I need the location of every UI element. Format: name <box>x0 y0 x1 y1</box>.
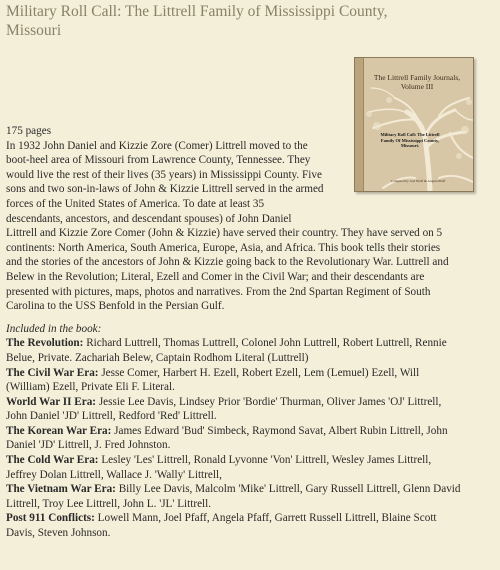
era-label: World War II Era: <box>6 395 97 408</box>
era-label: The Civil War Era: <box>6 366 99 379</box>
cover-compiled-by: Compiled by Joel Pfaff & Angela Pfaff <box>390 179 446 183</box>
page-count: 175 pages <box>6 125 52 137</box>
era-label: The Korean War Era: <box>6 424 112 437</box>
description-line: and the stories of the ancestors of John & Kizzie going back to the Revolutionary War. Luttrell and <box>6 256 449 269</box>
era-names: Littrell, Troy Lee Littrell, John L. 'JL' Littrell. <box>6 497 212 510</box>
era-label: The Vietnam War Era: <box>6 483 116 496</box>
description-line: Littrell and Kizzie Zore Comer (John & Kizzie) have served their country. They have served on 5 <box>6 227 443 240</box>
era-names: Billy Lee Davis, Malcolm 'Mike' Littrell, Gary Russell Littrell, Glenn David <box>115 483 461 496</box>
era-names: Jeffrey Dolan Littrell, Wallace J. 'Wally' Littrell, <box>6 468 222 481</box>
era-names: Jesse Comer, Harbert H. Ezell, Robert Ezell, Lem (Lemuel) Ezell, Will <box>98 366 420 379</box>
era-label: The Revolution: <box>6 337 84 350</box>
era-names: James Edward 'Bud' Simbeck, Raymond Savat, Albert Rubin Littrell, John <box>111 424 448 437</box>
era-cold-war <box>6 453 496 482</box>
era-post-911 <box>6 511 496 540</box>
era-names: Belue, Private. Zachariah Belew, Captain Rodhom Literal (Luttrell) <box>6 351 309 364</box>
included-heading: Included in the book: <box>6 322 102 335</box>
era-names: Lesley 'Les' Littrell, Ronald Lyvonne 'Von' Littrell, Wesley James Littrell, <box>98 454 432 467</box>
era-korean-war <box>6 424 496 453</box>
description-line: Belew in the Revolution; Literal, Ezell and Comer in the Civil War; and their descendants are <box>6 270 425 283</box>
description-line: forces of the United States of America. To date at least 35 <box>6 197 265 210</box>
description-line: would live the rest of their lives (35 years) in Mississippi County. Five <box>6 168 322 181</box>
cover-inner-title: Military Roll Call: The Littrell Family Of Mississippi County, Missouri. <box>380 132 440 148</box>
era-vietnam-war <box>6 482 496 511</box>
description-line: Carolina to the USS Benfold in the Persian Gulf. <box>6 300 225 313</box>
cover-journal-title: The Littrell Family Journals, Volume III <box>373 73 461 91</box>
era-names: Daniel 'JD' Littrell, J. Fred Johnston. <box>6 439 171 452</box>
era-names: John Daniel 'JD' Littrell, Redford 'Red' Littrell. <box>6 410 217 423</box>
era-names: (William) Ezell, Private Eli F. Literal. <box>6 381 175 394</box>
era-names: Lowell Mann, Joel Pfaff, Angela Pfaff, Garrett Russell Littrell, Blaine Scott <box>94 512 437 525</box>
description-line: continents: North America, South America, Europe, Asia, and Africa. This book tells their stories <box>6 241 441 254</box>
era-world-war-ii <box>6 395 496 424</box>
page-title: Military Roll Call: The Littrell Family of Mississippi County, Missouri <box>6 3 388 39</box>
description-line: In 1932 John Daniel and Kizzie Zore (Comer) Littrell moved to the <box>6 139 308 152</box>
era-names: Davis, Steven Johnson. <box>6 527 111 540</box>
description-paragraph <box>6 139 496 314</box>
era-names: Jessie Lee Davis, Lindsey Prior 'Bordie' Thurman, Oliver James 'OJ' Littrell, <box>96 395 442 408</box>
description-line: descendants, ancestors, and descendant spouses) of John Daniel <box>6 212 292 225</box>
book-description <box>6 124 496 541</box>
era-civil-war <box>6 366 496 395</box>
era-label: Post 911 Conflicts: <box>6 512 95 525</box>
description-line: boot-heel area of Missouri from Lawrence County, Tennessee. They <box>6 154 311 167</box>
era-revolution <box>6 336 496 365</box>
description-line: sons and two son-in-laws of John & Kizzie Littrell served in the armed <box>6 183 324 196</box>
era-label: The Cold War Era: <box>6 454 99 467</box>
description-line: presented with pictures, maps, photos and narratives. From the 2nd Spartan Regiment of South <box>6 285 431 298</box>
era-names: Richard Luttrell, Thomas Luttrell, Colonel John Luttrell, Robert Luttrell, Rennie <box>83 337 447 350</box>
